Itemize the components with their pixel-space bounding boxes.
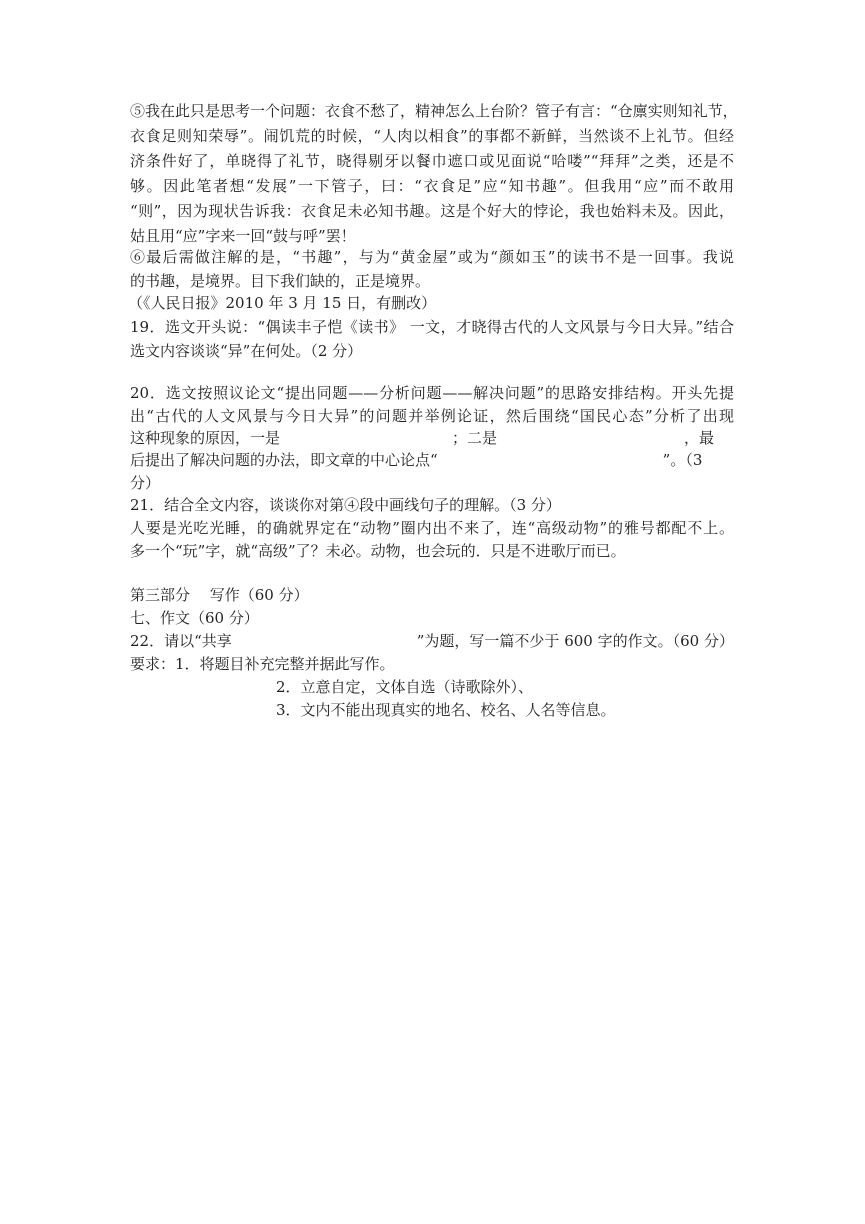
para5-line-3: 济条件好了，单晓得了礼节，晓得剔牙以餐巾遮口或见面说“哈喽”“拜拜”之类，还是不 [130, 152, 734, 170]
para5-line-5: “则”，因为现状告诉我：衣食足未必知书趣。这是个好大的悖论，我也始料未及。因此， [130, 202, 734, 220]
part3-title: 第三部分 写作（60 分） [130, 586, 309, 604]
q19-line-2: 选文内容谈谈“异”在何处。（2 分） [130, 342, 363, 360]
q20-line-3-part-3: ，最 [684, 429, 715, 447]
q20-line-3-part-1: 这种现象的原因，一是 [130, 429, 281, 447]
requirement-2: 2．立意自定，文体自选（诗歌除外）、 [276, 678, 534, 696]
para6-line-2: 的书趣，是境界。目下我们缺的，正是境界。 [130, 272, 431, 290]
q20-line-4-part-2: ”。（3 [662, 451, 703, 469]
q19-line-1: 19．选文开头说：“偶读丰子恺《读书》 一文，才晓得古代的人文风景与今日大异。”结合 [130, 318, 734, 336]
q22-prompt-part-2: ”为题，写一篇不少于 600 字的作文。（60 分） [416, 632, 734, 650]
q20-line-3 [130, 427, 714, 449]
q20-line-5: 分） [130, 474, 161, 492]
part3-section: 七、作文（60 分） [130, 609, 259, 627]
q22-prompt-part-1: 22．请以“共享 [130, 632, 232, 650]
q20-line-4-part-1: 后提出了解决问题的办法，即文章的中心论点“ [130, 451, 438, 469]
q21-line-1: 21．结合全文内容，谈谈你对第④段中画线句子的理解。（3 分） [130, 496, 561, 514]
requirement-1: 要求：1．将题目补充完整并据此写作。 [130, 655, 395, 673]
para5-line-4: 够。因此笔者想“发展”一下管子，曰：“衣食足”应“知书趣”。但我用“应”而不敢用 [130, 177, 734, 195]
q21-line-3: 多一个“玩”字，就“高级”了？未必。动物，也会玩的．只是不进歌厅而已。 [130, 542, 626, 560]
para5-line-6: 姑且用“应”字来一回“鼓与呼”罢！ [130, 227, 356, 245]
q20-line-2: 出“古代的人文风景与今日大异”的问题并举例论证，然后围绕“国民心态”分析了出现 [130, 407, 734, 425]
para5-line-2: 衣食足则知荣辱”。闹饥荒的时候，“人肉以相食”的事都不新鲜，当然谈不上礼节。但经 [130, 127, 734, 145]
para5-line-1: ⑤我在此只是思考一个问题：衣食不愁了，精神怎么上台阶？管子有言：“仓廪实则知礼节， [130, 102, 738, 120]
para6-line-1: ⑥最后需做注解的是，“书趣”，与为“黄金屋”或为“颜如玉”的读书不是一回事。我说 [130, 248, 734, 266]
q20-line-3-part-2: ；二是 [452, 429, 498, 447]
q22-prompt [130, 630, 734, 652]
requirement-3: 3．文内不能出现真实的地名、校名、人名等信息。 [276, 701, 616, 719]
q20-line-4 [130, 449, 702, 471]
source-citation: （《人民日报》2010 年 3 月 15 日，有删改） [128, 294, 437, 312]
q21-line-2: 人要是光吃光睡，的确就界定在“动物”圈内出不来了，连“高级动物”的雅号都配不上。 [130, 519, 734, 537]
q20-line-1: 20．选文按照议论文“提出同题——分析问题——解决问题”的思路安排结构。开头先提 [130, 384, 734, 402]
